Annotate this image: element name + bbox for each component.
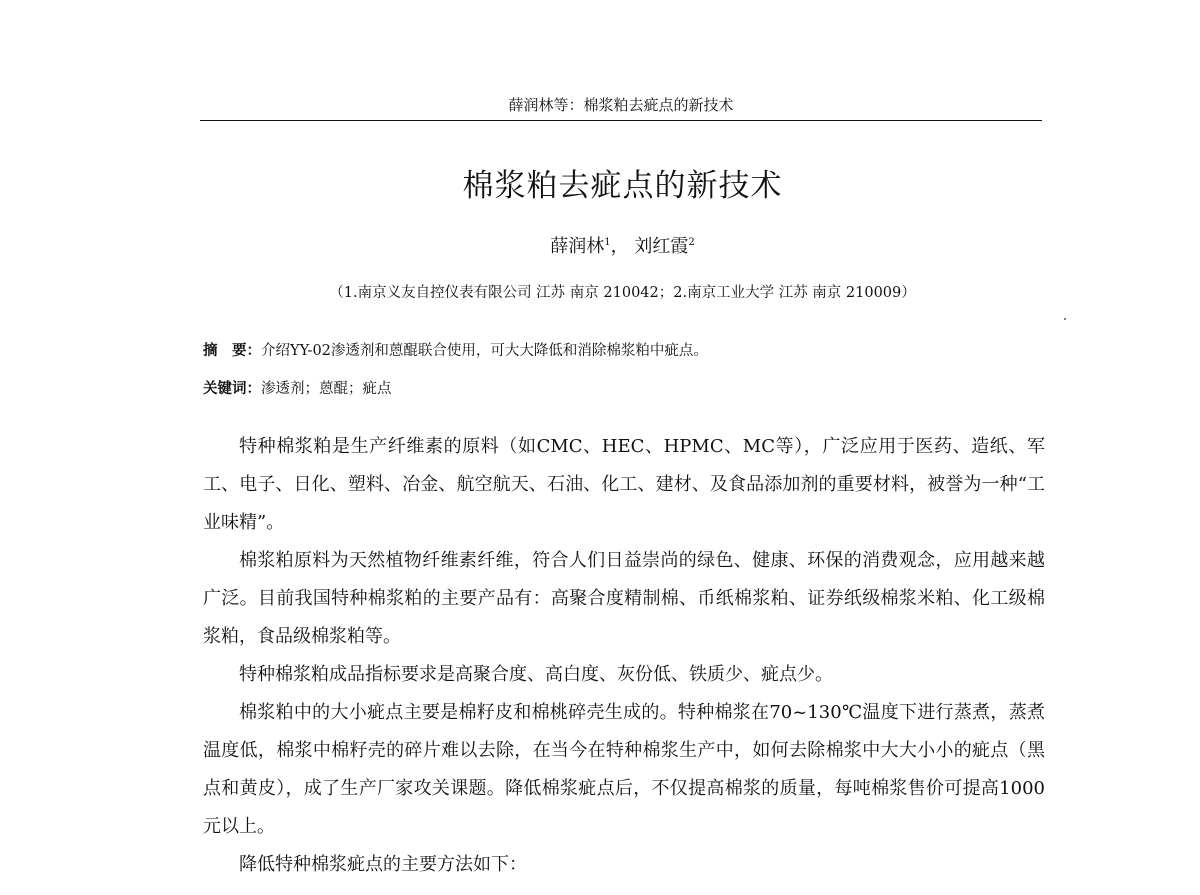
- affiliation: （1.南京义友自控仪表有限公司 江苏 南京 210042；2.南京工业大学 江苏 南京 210009）: [329, 285, 916, 301]
- abstract-label: 摘 要：: [203, 343, 261, 359]
- author-separator: ，: [610, 236, 629, 257]
- keywords-label: 关键词：: [203, 381, 261, 397]
- author-list: [0, 234, 1200, 260]
- keywords-text: 渗透剂；蒽醌；疵点: [261, 381, 392, 397]
- body-paragraph: 特种棉浆粕是生产纤维素的原料（如CMC、HEC、HPMC、MC等），广泛应用于医药、造纸、军工、电子、日化、塑料、冶金、航空航天、石油、化工、建材、及食品添加剂的重要材料，被誉为一种“工业味精”。: [203, 436, 1045, 533]
- body-paragraph: 棉浆粕原料为天然植物纤维素纤维，符合人们日益崇尚的绿色、健康、环保的消费观念，应用越来越广泛。目前我国特种棉浆粕的主要产品有：高聚合度精制棉、币纸棉浆粕、证券纸级棉浆米粕、化工级棉浆粕，食品级棉浆粕等。: [203, 550, 1045, 647]
- body-text: [203, 428, 1045, 884]
- body-paragraph: 棉浆粕中的大小疵点主要是棉籽皮和棉桃碎壳生成的。特种棉浆在70~130℃温度下进行蒸煮，蒸煮温度低，棉浆中棉籽壳的碎片难以去除，在当今在特种棉浆生产中，如何去除棉浆中大大小小的疵点（黑点和黄皮），成了生产厂家攻关课题。降低棉浆疵点后，不仅提高棉浆的质量，每吨棉浆售价可提高1000元以上。: [203, 702, 1045, 837]
- author-affiliation-mark: 2: [688, 237, 695, 248]
- abstract: [203, 340, 708, 362]
- abstract-text: 介绍YY-02渗透剂和蒽醌联合使用，可大大降低和消除棉浆粕中疵点。: [261, 343, 708, 359]
- author-name: 薛润林: [550, 236, 605, 257]
- running-header: 薛润林等：棉浆粕去疵点的新技术: [200, 92, 1042, 121]
- scan-speck: [1064, 318, 1066, 320]
- body-paragraph: 降低特种棉浆疵点的主要方法如下：: [239, 854, 527, 875]
- body-paragraph: 特种棉浆粕成品指标要求是高聚合度、高白度、灰份低、铁质少、疵点少。: [239, 664, 833, 685]
- paper-title: 棉浆粕去疵点的新技术: [462, 168, 783, 204]
- author-name: 刘红霞: [634, 236, 689, 257]
- author-affiliation-mark: 1: [604, 237, 611, 248]
- keywords: [203, 378, 392, 400]
